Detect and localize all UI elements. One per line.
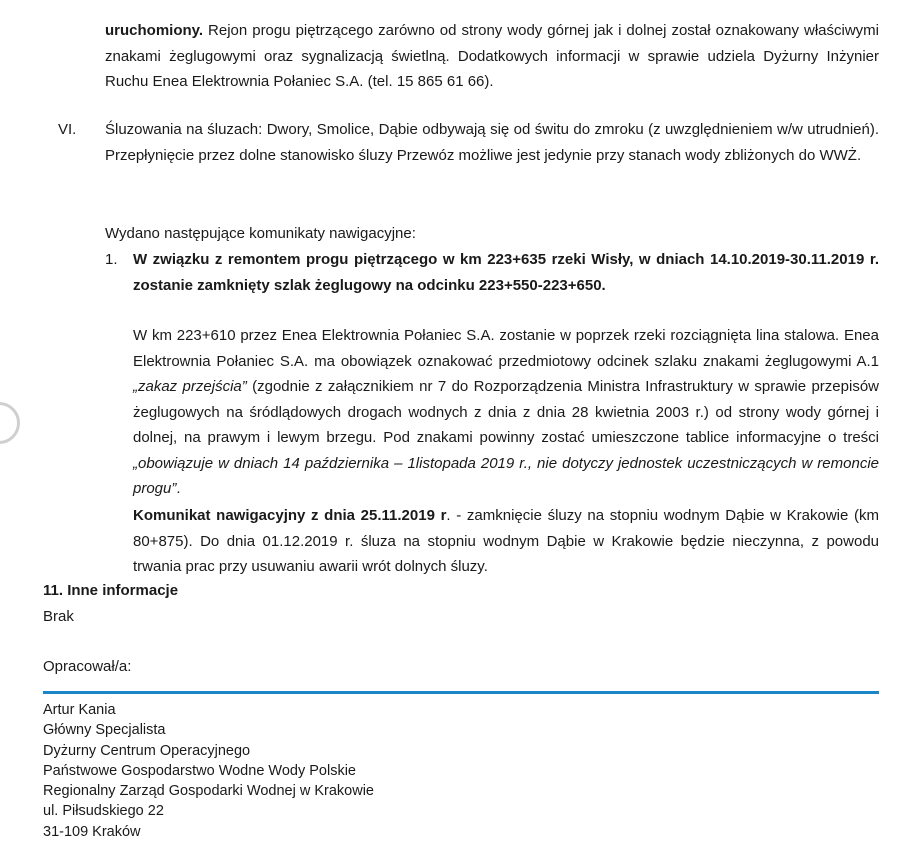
section-vi-marker: VI.	[58, 121, 77, 138]
scroll-indicator-circle[interactable]	[0, 402, 20, 444]
section-vi-text: Śluzowania na śluzach: Dwory, Smolice, Dąbie odbywają się od świtu do zmroku (z uwzględnieniem w/w utrudnień). Przepłynięcie przez dolne stanowisko śluzy Przewóz możliwe jest jedynie przy stanach wody zbliżonych do WWŻ.	[105, 121, 879, 164]
signature-organization: Państwowe Gospodarstwo Wodne Wody Polskie	[43, 762, 356, 779]
signature-title: Główny Specjalista	[43, 722, 166, 739]
komunikat-2	[133, 503, 879, 580]
komunikat-2-title: Komunikat nawigacyjny z dnia 25.11.2019 r	[133, 507, 447, 524]
section-11-text: Brak	[43, 608, 74, 625]
komunikat-1-marker: 1.	[105, 251, 118, 268]
signature-divider	[43, 691, 879, 694]
komunikat-1-italic-notice: „obowiązuje w dniach 14 października – 1listopada 2019 r., nie dotyczy jednostek uczestniczących w remoncie progu”	[133, 454, 879, 497]
komunikat-1-body-part2: (zgodnie z załącznikiem nr 7 do Rozporządzenia Ministra Infrastruktury w sprawie przepisów żeglugowych na śródlądowych drogach wodnych z dnia z dnia 28 kwietnia 2003 r.) od strony wody górnej i dolnej, na prawym i lewym brzegu. Pod znakami powinny zostać umieszczone tablice informacyjne o treści	[133, 378, 879, 446]
intro-bold-start: uruchomiony.	[105, 22, 204, 39]
komunikat-1-body	[133, 323, 879, 502]
signature-street: ul. Piłsudskiego 22	[43, 803, 164, 820]
intro-paragraph	[105, 18, 879, 95]
komunikat-1-body-part1: W km 223+610 przez Enea Elektrownia Połaniec S.A. zostanie w poprzek rzeki rozciągnięta lina stalowa. Enea Elektrownia Połaniec S.A. ma obowiązek oznakować przedmiotowy odcinek szlaku znakami żeglugowymi A.1	[133, 327, 879, 370]
komunikat-2-text: . - zamknięcie śluzy na stopniu wodnym Dąbie w Krakowie (km 80+875). Do dnia 01.12.2019 r. śluza na stopniu wodnym Dąbie w Krakowie będzie nieczynna, z powodu trwania prac przy usuwaniu awarii wrót dolnych śluzy.	[133, 507, 879, 575]
komunikaty-intro: Wydano następujące komunikaty nawigacyjne:	[105, 225, 416, 242]
signature-department: Regionalny Zarząd Gospodarki Wodnej w Krakowie	[43, 783, 374, 800]
komunikat-1-body-end: .	[176, 480, 181, 497]
intro-text: Rejon progu piętrzącego zarówno od strony wody górnej jak i dolnej został oznakowany właściwymi znakami żeglugowymi oraz sygnalizacją świetlną. Dodatkowych informacji w sprawie udziela Dyżurny Inżynier Ruchu Enea Elektrownia Połaniec S.A. (tel. 15 865 61 66).	[105, 22, 879, 90]
signature-name: Artur Kania	[43, 702, 116, 718]
signature-city: 31-109 Kraków	[43, 823, 141, 840]
section-11-heading: 11. Inne informacje	[43, 582, 179, 599]
signature-block	[43, 700, 374, 842]
signature-role: Dyżurny Centrum Operacyjnego	[43, 742, 251, 759]
komunikat-1-italic-sign: „zakaz przejścia”	[133, 378, 247, 395]
komunikat-1-title: W związku z remontem progu piętrzącego w km 223+635 rzeki Wisły, w dniach 14.10.2019-30.11.2019 r. zostanie zamknięty szlak żeglugowy na odcinku 223+550-223+650.	[133, 251, 879, 294]
prepared-by-label: Opracował/a:	[43, 658, 132, 675]
